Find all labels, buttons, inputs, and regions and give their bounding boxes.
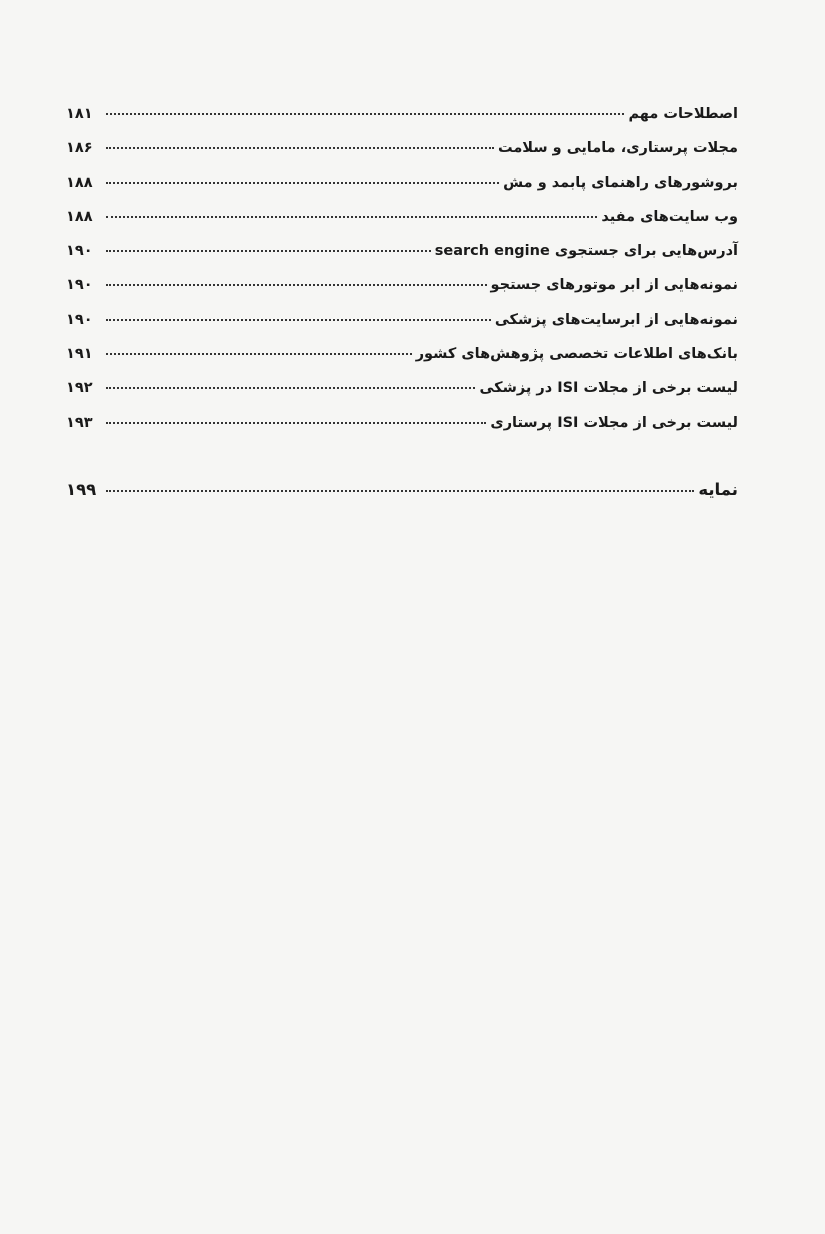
dot-leader	[106, 353, 412, 355]
toc-entry-title: نمونه‌هایی از ابر موتورهای جستجو	[490, 277, 738, 294]
toc-entry-page: ۱۹۰	[66, 311, 93, 328]
dot-leader	[106, 490, 694, 492]
toc-entry-page: ۱۸۱	[66, 106, 93, 122]
toc-entry-page: ۱۹۲	[66, 380, 93, 397]
toc-entry-page: ۱۸۸	[66, 208, 93, 225]
toc-entry-title: مجلات پرستاری، مامایی و سلامت	[497, 140, 738, 157]
dot-leader	[106, 147, 494, 149]
dot-leader	[106, 284, 487, 286]
toc-entry-title: لیست برخی از مجلات ISI در پزشکی	[479, 380, 738, 397]
toc-entry-meta-search-engines	[66, 277, 738, 311]
toc-entry-page: ۱۹۳	[66, 414, 93, 431]
toc-entry-page: ۱۹۹	[66, 479, 97, 499]
dot-leader	[106, 216, 597, 218]
toc-entry-page: ۱۹۰	[66, 277, 93, 294]
dot-leader	[106, 113, 624, 115]
toc-entry-pubmed-brochures	[66, 175, 738, 209]
dot-leader	[106, 387, 475, 389]
toc-entry-medical-meta-sites	[66, 312, 738, 346]
toc-entry-research-databases	[66, 346, 738, 380]
toc-entry-isi-nursing-journals	[66, 415, 738, 449]
toc-entry-page: ۱۹۰	[66, 243, 93, 260]
toc-entry-nursing-journals	[66, 140, 738, 174]
section-spacer	[66, 449, 738, 480]
dot-leader	[106, 319, 491, 321]
toc-entry-isi-medical-journals	[66, 380, 738, 414]
toc-entry-title: اصطلاحات مهم	[628, 106, 738, 122]
toc-entry-page: ۱۸۶	[66, 140, 93, 157]
toc-entry-page: ۱۸۸	[66, 174, 93, 191]
toc-entry-title: بروشورهای راهنمای پابمد و مش	[503, 174, 738, 191]
toc-entry-index	[66, 480, 738, 514]
toc-entry-important-terms	[66, 106, 738, 140]
toc-entry-title: نمایه	[698, 479, 738, 499]
toc-entry-title: وب سایت‌های مفید	[601, 208, 738, 225]
toc-entry-search-engine-addresses	[66, 243, 738, 277]
toc-entry-title: بانک‌های اطلاعات تخصصی پژوهش‌های کشور	[415, 346, 738, 363]
toc-entry-page: ۱۹۱	[66, 346, 93, 363]
table-of-contents	[66, 106, 738, 514]
dot-leader	[106, 182, 499, 184]
toc-entry-useful-websites	[66, 209, 738, 243]
toc-entry-title: لیست برخی از مجلات ISI پرستاری	[490, 414, 738, 431]
dot-leader	[106, 250, 431, 252]
dot-leader	[106, 422, 486, 424]
toc-entry-title: نمونه‌هایی از ابرسایت‌های پزشکی	[494, 311, 738, 328]
toc-entry-title: آدرس‌هایی برای جستجوی search engine	[434, 243, 738, 260]
